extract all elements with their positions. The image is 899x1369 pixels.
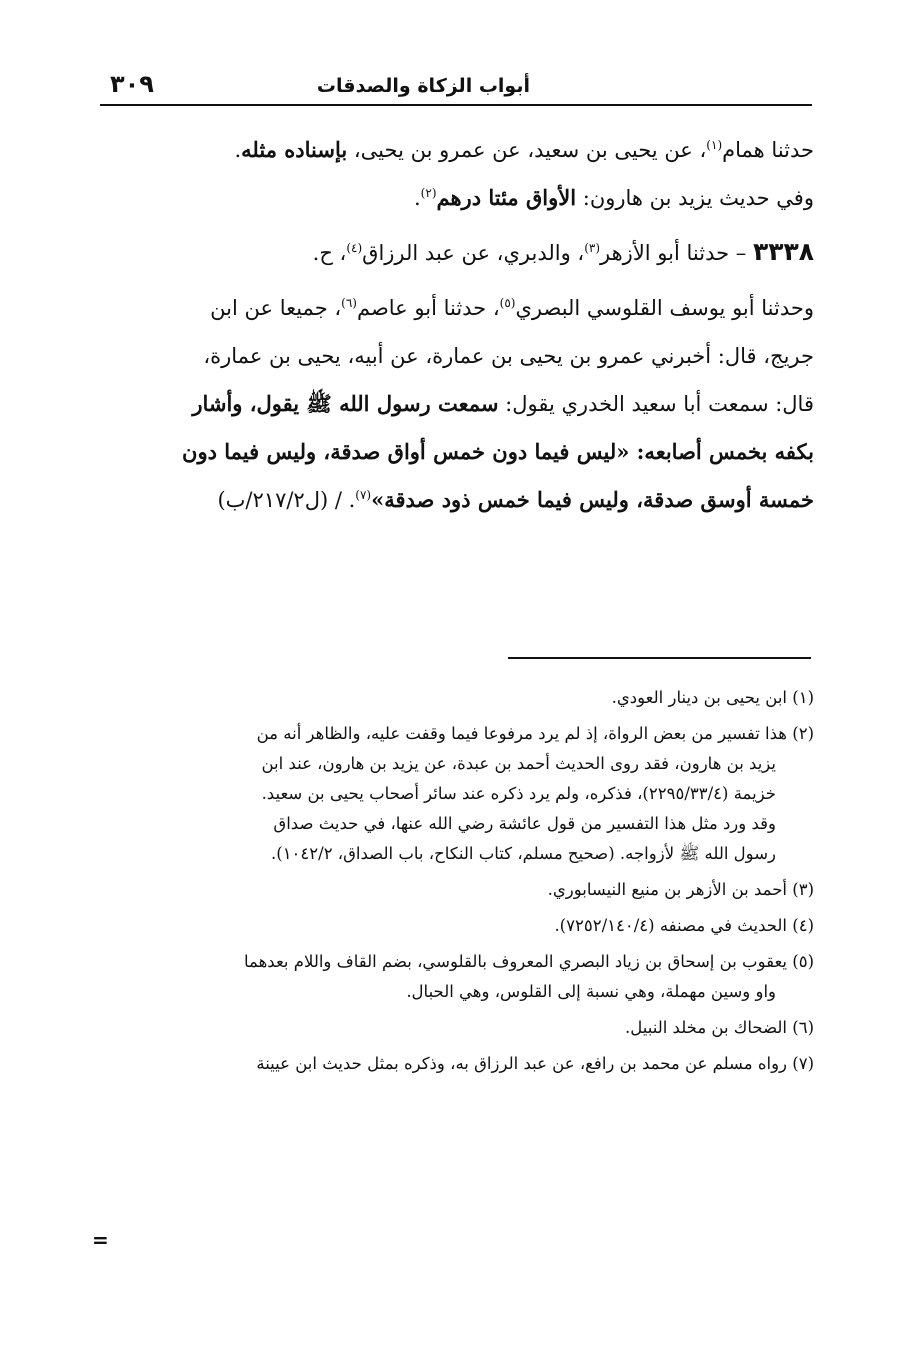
chapter-title: أبواب الزكاة والصدقات [316,75,530,97]
footnote-ref-1: (١) [706,138,723,152]
text-span: وفي حديث يزيد بن هارون: [576,186,814,210]
footnote-6 [100,1013,814,1043]
footnote-text: (٢) هذا تفسير من بعض الرواة، إذ لم يرد مرفوعا فيما وقفت عليه، والظاهر أنه من [256,724,814,743]
page-header [100,66,812,110]
text-span: ، والدبري، عن عبد الرزاق [362,241,585,265]
continuation-mark: = [92,1228,109,1252]
text-span: ، جميعا عن ابن [210,296,342,320]
footnote-text: (١) ابن يحيى بن دينار العودي. [611,688,814,707]
footnote-text: رسول الله ﷺ لأزواجه. (صحيح مسلم، كتاب النكاح، باب الصداق، ١٠٤٢/٢). [271,844,776,863]
text-line-1 [102,126,814,174]
text-line-4 [102,284,814,332]
footnote-ref-7: (٧) [355,488,372,502]
footnote-text: (٥) يعقوب بن إسحاق بن زياد البصري المعروف بالقلوسي، بضم القاف واللام بعدهما [244,952,814,971]
footnote-text: واو وسين مهملة، وهي نسبة إلى القلوس، وهي الحبال. [406,982,776,1001]
text-span: جريج، قال: أخبرني عمرو بن يحيى بن عمارة، عن أبيه، يحيى بن عمارة، [203,344,814,368]
footnotes [100,683,814,1079]
bold-text: خمسة أوسق صدقة، وليس فيما خمس ذود صدقة» [371,487,814,512]
footnote-2 [100,719,814,869]
footnote-text: خزيمة (٢٢٩٥/٣٣/٤)، فذكره، ولم يرد ذكره عند سائر أصحاب يحيى بن سعيد. [261,784,776,803]
footnote-text: (٧) رواه مسلم عن محمد بن رافع، عن عبد الرزاق به، وذكره بمثل حديث ابن عيينة [256,1054,814,1073]
text-span: حدثنا همام [722,138,814,162]
bold-text: الأواق مئتا درهم [436,185,577,210]
bold-text: بكفه بخمس أصابعه: «ليس فيما دون خمس أواق صدقة، وليس فيما دون [182,439,814,464]
footnote-ref-2: (٢) [420,186,437,200]
text-line-5 [102,332,814,380]
footnote-3 [100,875,814,905]
text-span: ، ح. [312,241,347,265]
hadith-number: ٣٣٣٨ [752,237,814,266]
footnote-1 [100,683,814,713]
text-span: – حدثنا أبو الأزهر [600,241,753,265]
main-text [102,126,814,524]
bold-text: سمعت رسول الله ﷺ يقول، وأشار [192,391,499,416]
text-span: وحدثنا أبو يوسف القلوسي البصري [515,296,814,320]
footnote-ref-4: (٤) [346,241,363,255]
text-span: . [413,186,421,210]
text-line-6 [102,380,814,428]
footnote-4 [100,911,814,941]
text-line-2 [102,174,814,222]
footnote-text: (٣) أحمد بن الأزهر بن منيع النيسابوري. [547,880,814,899]
text-line-3 [102,228,814,276]
text-span: . [234,138,242,162]
text-span: ، حدثنا أبو عاصم [356,296,500,320]
header-rule [100,104,812,106]
footnote-ref-6: (٦) [341,296,357,310]
bold-text: بإسناده مثله [241,137,348,162]
text-line-8 [102,476,814,524]
footnote-separator [508,657,811,659]
text-span: . / (ل٢١٧/٢/ب) [217,488,356,512]
footnote-5 [100,947,814,1007]
text-span: ، عن يحيى بن سعيد، عن عمرو بن يحيى، [347,138,707,162]
footnote-text: يزيد بن هارون، فقد روى الحديث أحمد بن عبدة، عن يزيد بن هارون، عند ابن [261,754,776,773]
page-number: ٣٠٩ [110,70,154,98]
text-span: قال: سمعت أبا سعيد الخدري يقول: [498,392,814,416]
footnote-ref-3: (٣) [584,241,601,255]
footnote-text: (٤) الحديث في مصنفه (٧٢٥٢/١٤٠/٤). [554,916,814,935]
footnote-text: وقد ورد مثل هذا التفسير من قول عائشة رضي الله عنها، في حديث صداق [273,814,776,833]
footnote-7 [100,1049,814,1079]
footnote-text: (٦) الضحاك بن مخلد النبيل. [625,1018,814,1037]
text-line-7 [102,428,814,476]
footnote-ref-5: (٥) [499,296,516,310]
